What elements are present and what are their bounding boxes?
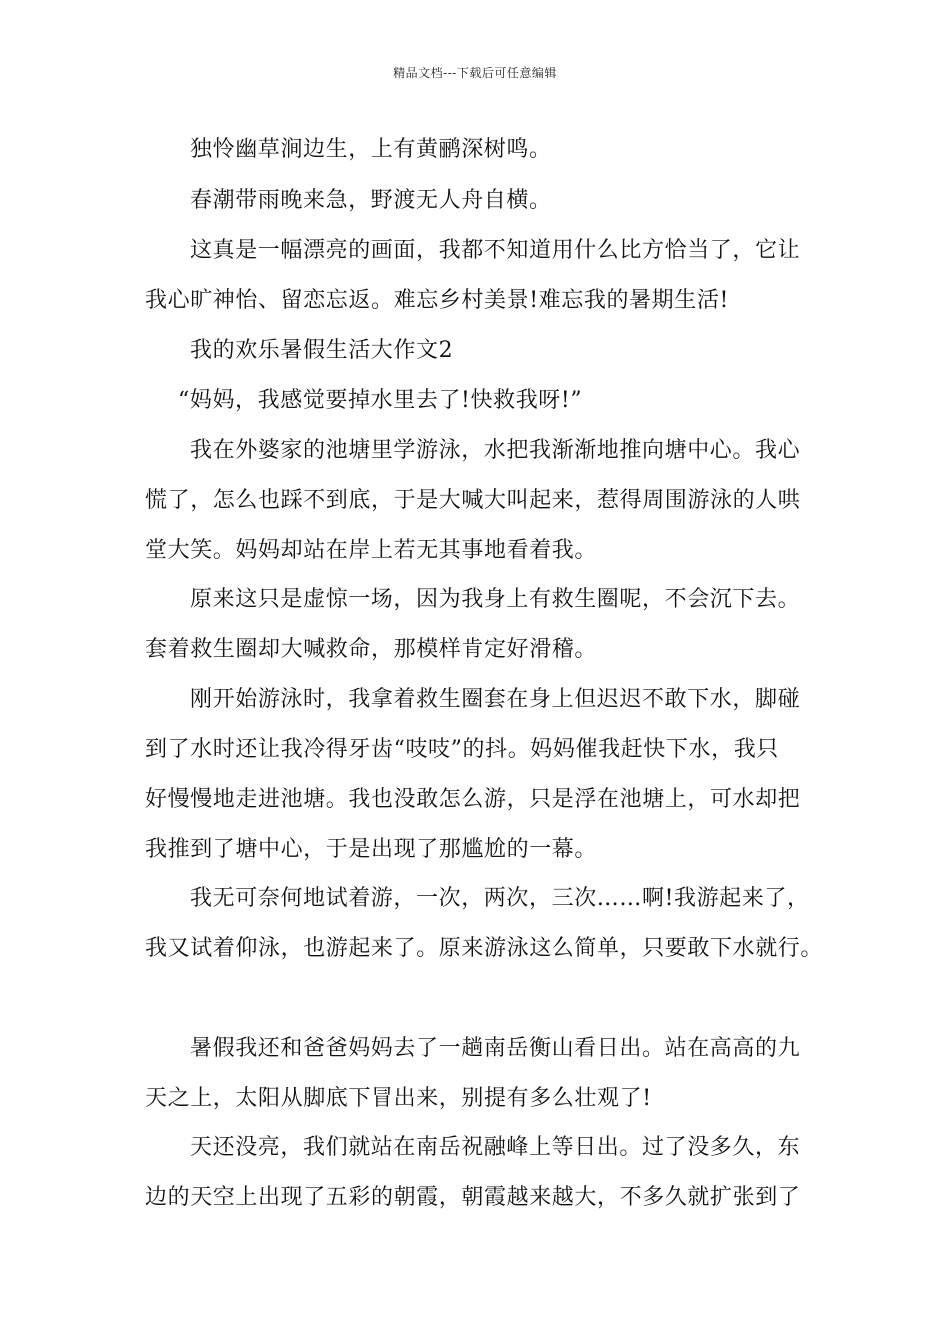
text-line: 独怜幽草涧边生，上有黄鹂深树鸣。 [190, 137, 552, 162]
text-line: 春潮带雨晚来急，野渡无人舟自横。 [190, 188, 552, 213]
section-title: 我的欢乐暑假生活大作文2 [190, 338, 454, 363]
text-line: 我心旷神怡、留恋忘返。难忘乡村美景!难忘我的暑期生活! [145, 288, 729, 313]
text-line: 我又试着仰泳，也游起来了。原来游泳这么简单，只要敢下水就行。 [145, 936, 824, 961]
text-line: 好慢慢地走进池塘。我也没敢怎么游，只是浮在池塘上，可水却把 [145, 787, 801, 812]
text-line: 慌了，怎么也踩不到底，于是大喊大叫起来，惹得周围游泳的人哄 [145, 488, 801, 513]
text-line: 暑假我还和爸爸妈妈去了一趟南岳衡山看日出。站在高高的九 [190, 1036, 801, 1061]
text-line: 边的天空上出现了五彩的朝霞，朝霞越来越大，不多久就扩张到了 [145, 1185, 801, 1210]
page-header: 精品文档---下载后可任意编辑 [393, 66, 557, 80]
text-line: 我推到了塘中心，于是出现了那尴尬的一幕。 [145, 837, 598, 862]
text-line: 套着救生圈却大喊救命，那模样肯定好滑稽。 [145, 637, 598, 662]
text-line: 这真是一幅漂亮的画面，我都不知道用什么比方恰当了，它让 [190, 238, 801, 263]
text-line: 刚开始游泳时，我拿着救生圈套在身上但迟迟不敢下水，脚碰 [190, 687, 801, 712]
text-line: 天还没亮，我们就站在南岳祝融峰上等日出。过了没多久，东 [190, 1135, 801, 1160]
text-line: 堂大笑。妈妈却站在岸上若无其事地看着我。 [145, 538, 598, 563]
text-line: “妈妈，我感觉要掉水里去了!快救我呀!” [178, 388, 583, 413]
text-line: 天之上，太阳从脚底下冒出来，别提有多么壮观了! [145, 1086, 652, 1111]
text-line: 我在外婆家的池塘里学游泳，水把我渐渐地推向塘中心。我心 [190, 438, 801, 463]
text-line: 原来这只是虚惊一场，因为我身上有救生圈呢，不会沉下去。 [190, 587, 801, 612]
text-line: 到了水时还让我冷得牙齿“吱吱”的抖。妈妈催我赶快下水，我只 [145, 737, 779, 762]
text-line: 我无可奈何地试着游，一次，两次，三次……啊!我游起来了， [190, 886, 810, 911]
